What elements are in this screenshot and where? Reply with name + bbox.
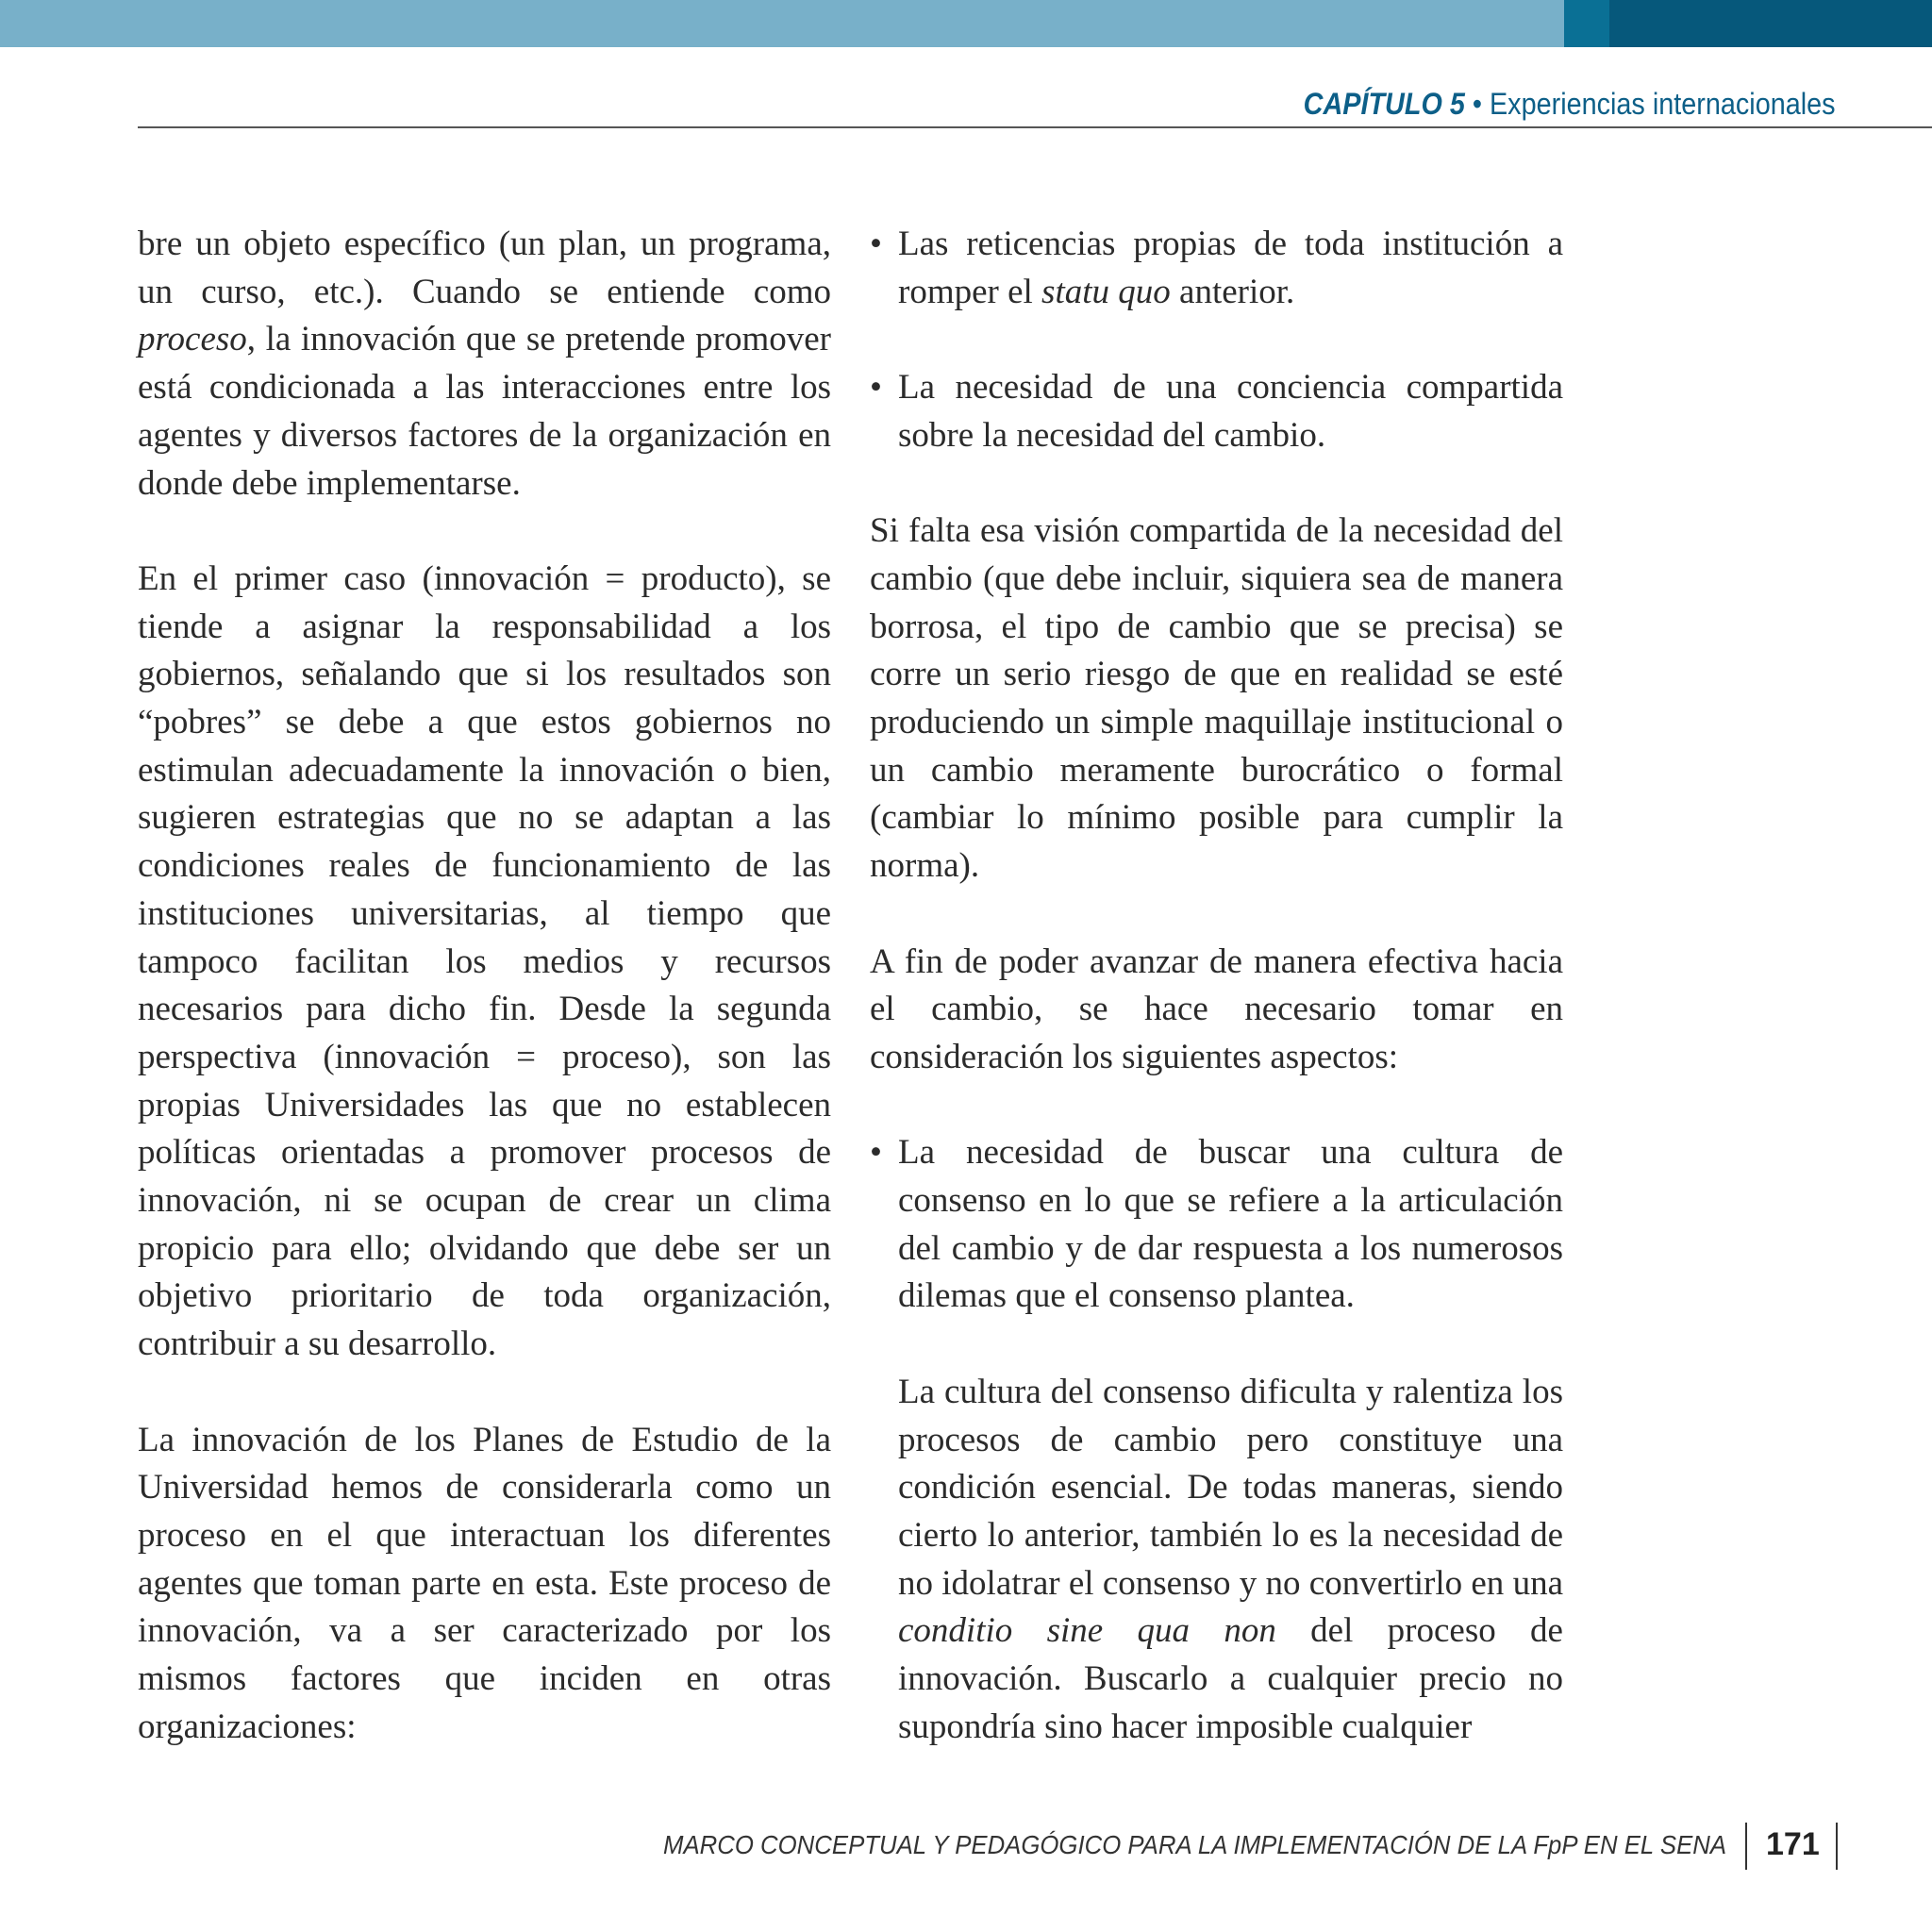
header-rule <box>138 126 1932 128</box>
text-run: anterior. <box>1170 272 1295 311</box>
bullet-item-2 <box>870 364 1563 459</box>
right-paragraph-3 <box>870 1369 1563 1752</box>
footer-title: MARCO CONCEPTUAL Y PEDAGÓGICO PARA LA IMPLEMENTACIÓN DE LA FpP EN EL SENA <box>662 1830 1726 1859</box>
bullet-item-3 <box>870 1129 1563 1321</box>
bullet-item-1 <box>870 221 1563 316</box>
bullet-dot: • <box>870 1133 882 1173</box>
left-paragraph-2: En el primer caso (innovación = producto), se tiende a asignar la responsabilidad a los gobiernos, señalando que si los resultados son “pobres” se debe a que estos gobiernos no estimulan adecuadamente la innovación o bien, sugieren estrategias que no se adaptan a las condiciones reales de funcionamiento de las instituciones universitarias, al tiempo que tampoco facilitan los medios y recursos necesarios para dicho fin. Desde la segunda perspectiva (innovación = proceso), son las propias Universidades las que no establecen políticas orientadas a promover procesos de innovación, ni se ocupan de crear un clima propicio para ello; olvidando que debe ser un objetivo prioritario de toda organización, contribuir a su desarrollo. <box>138 558 831 1364</box>
chapter-header <box>1304 87 1836 122</box>
text-run: La necesidad de una conciencia compartida sobre la necesidad del cambio. <box>898 368 1563 455</box>
page-footer <box>0 1819 1932 1875</box>
right-paragraph-1: Si falta esa visión compartida de la necesidad del cambio (que debe incluir, siquiera sea de manera borrosa, el tipo de cambio que se precisa) se corre un serio riesgo de que en realidad se esté produciendo un simple maquillaje institucional o un cambio meramente burocrático o formal (cambiar lo mínimo posible para cumplir la norma). <box>870 511 1563 886</box>
left-paragraph-3: La innovación de los Planes de Estudio de la Universidad hemos de considerarla como un proceso en el que interactuan los diferentes agentes que toman parte en esta. Este proceso de innovación, va a ser caracterizado por los mismos factores que inciden en otras organizaciones: <box>138 1420 831 1746</box>
footer-separator <box>1836 1823 1838 1870</box>
italic-term: proceso <box>138 320 247 359</box>
bullet-dot: • <box>870 368 882 408</box>
right-paragraph-2: A fin de poder avanzar de manera efectiva hacia el cambio, se hace necesario tomar en consideración los siguientes aspectos: <box>870 941 1563 1076</box>
chapter-number: CAPÍTULO 5 <box>1304 87 1466 121</box>
text-run: La cultura del consenso dificulta y ralentiza los procesos de cambio pero constituye una condición esencial. De todas maneras, siendo cierto lo anterior, también lo es la necesidad de no idolatrar el consenso y no convertirlo en una <box>898 1372 1563 1603</box>
text-run: La necesidad de buscar una cultura de consenso en lo que se refiere a la articulación del cambio y de dar respuesta a los numerosos dilemas que el consenso plantea. <box>898 1133 1563 1316</box>
top-bar-accent-mid <box>1564 0 1609 47</box>
bullet-dot: • <box>870 225 882 263</box>
right-column <box>870 221 1563 1799</box>
text-run: , la innovación que se pretende promover está condicionada a las interacciones entre los agentes y diversos factores de la organización en donde debe implementarse. <box>138 320 831 503</box>
top-bar-accent-dark <box>1609 0 1932 47</box>
left-column <box>138 221 831 1799</box>
page-number: 171 <box>1766 1826 1820 1862</box>
top-color-bar <box>0 0 1932 47</box>
italic-term: statu quo <box>1041 272 1171 311</box>
text-run: bre un objeto específico (un plan, un programa, un curso, etc.). Cuando se entiende como <box>138 225 831 311</box>
italic-term: conditio sine qua non <box>898 1611 1276 1651</box>
footer-separator <box>1745 1823 1747 1870</box>
text-run: Las reticencias propias de toda institución a romper el <box>898 225 1563 311</box>
header-separator: • <box>1465 87 1491 121</box>
section-title: Experiencias internacionales <box>1490 87 1836 121</box>
text-run: del proceso de innovación. Buscarlo a cualquier precio no supondría sino hacer imposible cualquier <box>898 1611 1563 1746</box>
left-paragraph-1 <box>138 221 831 508</box>
